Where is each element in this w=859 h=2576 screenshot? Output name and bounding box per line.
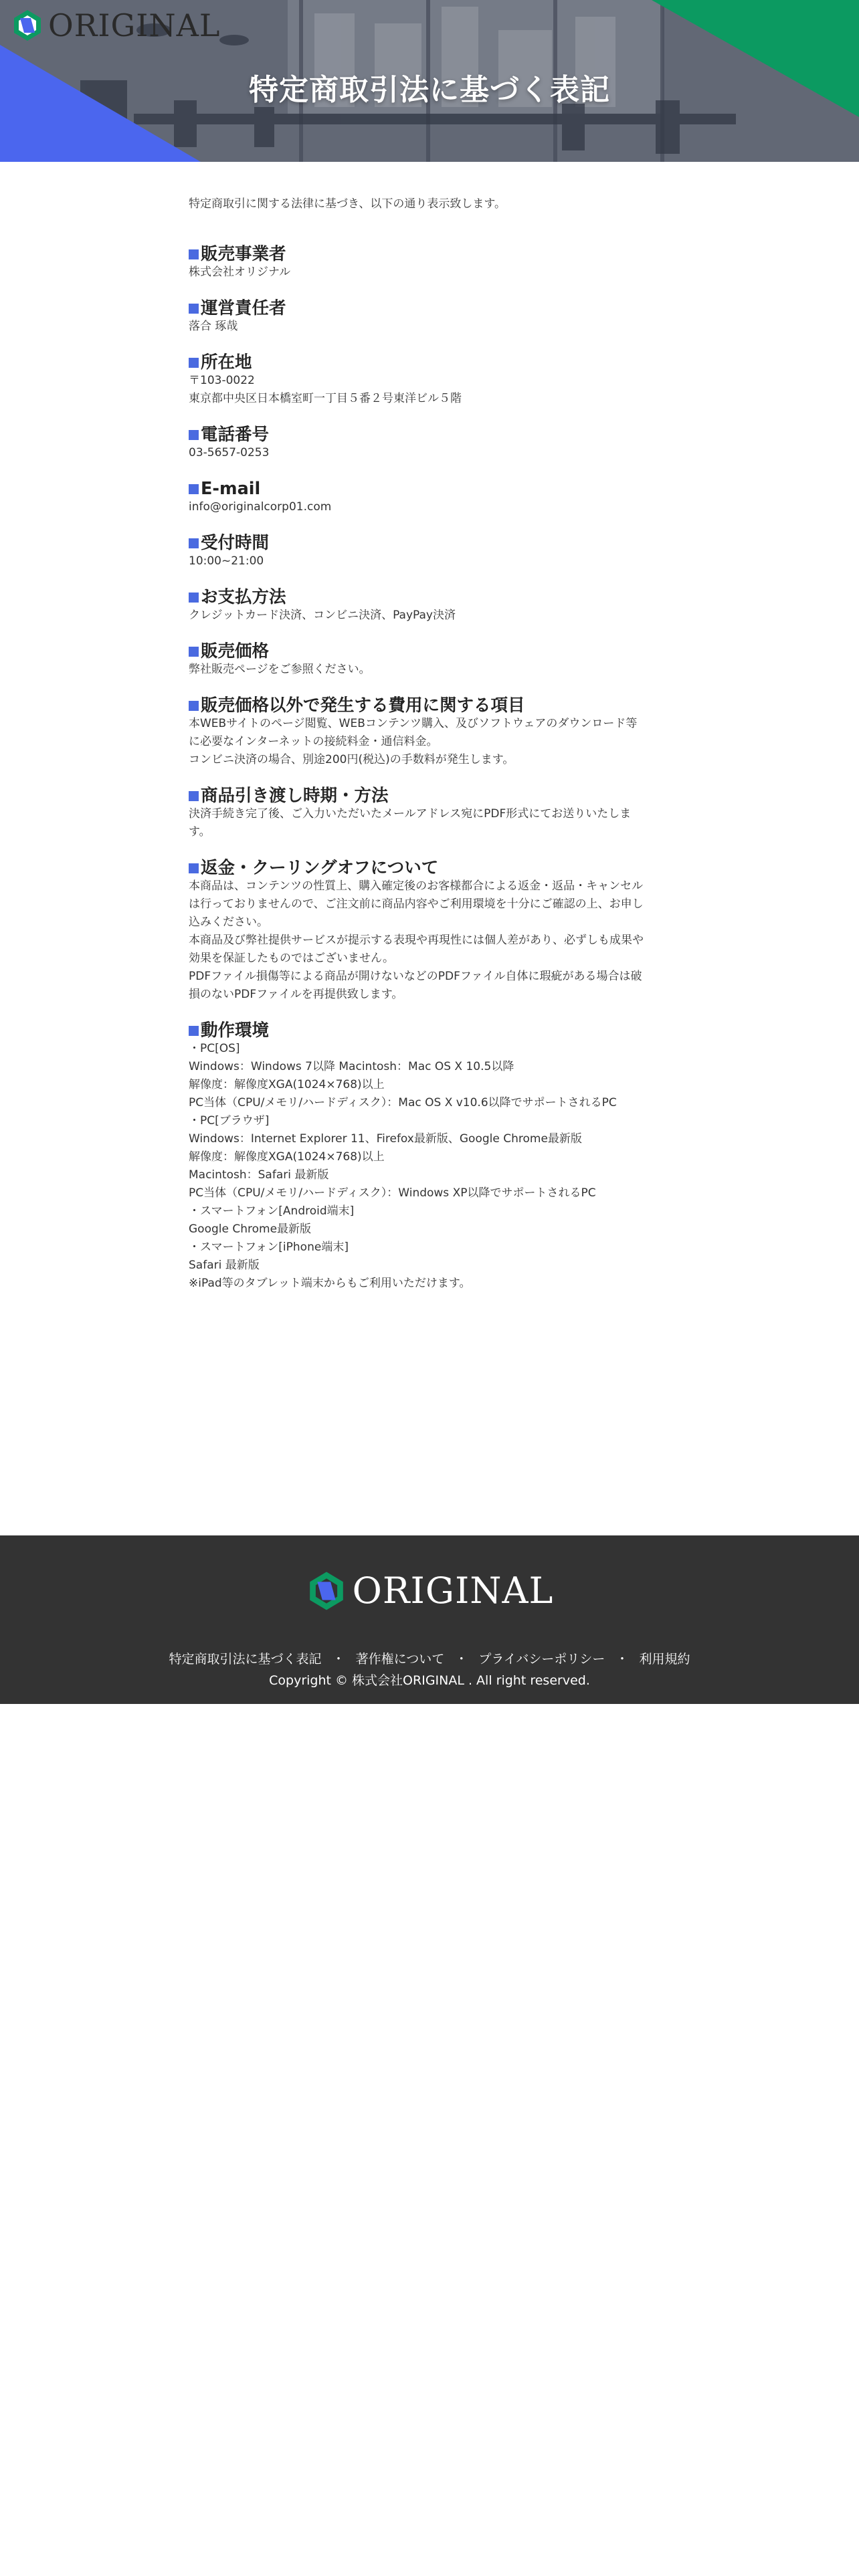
section-body-line: に必要なインターネットの接続料金・通信料金。 (189, 735, 438, 748)
footer-separator: ・ (332, 1652, 345, 1667)
legal-notice-content (189, 195, 670, 1311)
notice-section (189, 534, 670, 570)
section-body-line: 解像度：解像度XGA(1024×768)以上 (189, 1078, 385, 1091)
header-logo-text: ORIGINAL (48, 7, 221, 43)
square-bullet-icon (189, 647, 199, 657)
section-body-line: Macintosh：Safari 最新版 (189, 1168, 329, 1182)
section-heading-text: E-mail (201, 479, 261, 499)
section-body-line: 03-5657-0253 (189, 446, 270, 459)
section-body-line: PC当体（CPU/メモリ/ハードディスク）：Windows XP以降でサポートされるPC (189, 1186, 596, 1200)
section-heading (189, 643, 670, 661)
section-body-line: info@originalcorp01.com (189, 500, 332, 514)
hero-banner (0, 0, 859, 162)
section-heading (189, 588, 670, 607)
square-bullet-icon (189, 701, 199, 711)
section-heading-text: 販売価格以外で発生する費用に関する項目 (201, 695, 525, 716)
section-body-line: PC当体（CPU/メモリ/ハードディスク）：Mac OS X v10.6以降でサポートされるPC (189, 1096, 617, 1109)
notice-section (189, 300, 670, 336)
section-body-line: ※iPad等のタブレット端末からもご利用いただけます。 (189, 1277, 471, 1290)
footer-link-copyright[interactable]: 著作権について (355, 1652, 445, 1667)
section-heading-text: 商品引き渡し時期・方法 (201, 786, 389, 806)
notice-section (189, 354, 670, 408)
notice-section (189, 245, 670, 282)
notice-section (189, 859, 670, 1004)
square-bullet-icon (189, 358, 199, 368)
intro-text: 特定商取引に関する法律に基づき、以下の通り表示致します。 (189, 197, 506, 211)
section-body-line: ・PC[OS] (189, 1042, 240, 1055)
section-body-line: 弊社販売ページをご参照ください。 (189, 663, 371, 676)
site-footer (0, 1535, 859, 1704)
section-body-line: は行っておりませんので、ご注文前に商品内容やご利用環境を十分にご確認の上、お申し (189, 897, 644, 911)
logo-mark-icon (11, 9, 44, 42)
section-heading-text: 販売価格 (201, 641, 270, 661)
section-heading (189, 787, 670, 805)
section-body-line: ・スマートフォン[iPhone端末] (189, 1241, 349, 1254)
section-body-line: 株式会社オリジナル (189, 265, 291, 279)
footer-separator: ・ (455, 1652, 468, 1667)
section-body-line: Google Chrome最新版 (189, 1222, 312, 1236)
notice-section (189, 1022, 670, 1293)
square-bullet-icon (189, 249, 199, 259)
copyright-text: Copyright © 株式会社ORIGINAL . All right reserved. (269, 1673, 590, 1688)
square-bullet-icon (189, 863, 199, 873)
section-heading-text: 販売事業者 (201, 244, 286, 264)
section-body-line: Safari 最新版 (189, 1259, 260, 1272)
section-heading (189, 534, 670, 552)
square-bullet-icon (189, 430, 199, 440)
section-body-line: 解像度：解像度XGA(1024×768)以上 (189, 1150, 385, 1164)
section-heading-text: お支払方法 (201, 587, 286, 607)
section-body-line: PDFファイル損傷等による商品が開けないなどのPDFファイル自体に瑕疵がある場合は破 (189, 970, 642, 983)
section-heading (189, 1022, 670, 1040)
section-body-line: す。 (189, 825, 211, 839)
footer-logo-text: ORIGINAL (352, 1570, 554, 1612)
header-logo[interactable] (11, 8, 220, 43)
section-heading-text: 電話番号 (201, 425, 270, 445)
square-bullet-icon (189, 791, 199, 801)
section-heading-text: 受付時間 (201, 533, 270, 553)
section-body-line: 東京都中央区日本橋室町一丁目５番２号東洋ビル５階 (189, 392, 462, 405)
footer-link-tokushoho[interactable]: 特定商取引法に基づく表記 (169, 1652, 322, 1667)
section-body-line: ・PC[ブラウザ] (189, 1114, 270, 1128)
section-body-line: 損のないPDFファイルを再提供致します。 (189, 988, 403, 1001)
section-body-line: ・スマートフォン[Android端末] (189, 1204, 355, 1218)
section-body-line: 10:00~21:00 (189, 554, 264, 568)
footer-logo-mark-icon (306, 1570, 347, 1612)
section-heading (189, 245, 670, 263)
section-heading-text: 運営責任者 (201, 298, 286, 318)
section-body-line: クレジットカード決済、コンビニ決済、PayPay決済 (189, 609, 456, 622)
notice-section (189, 787, 670, 841)
section-body-line: 〒103-0022 (189, 374, 255, 387)
section-heading (189, 354, 670, 372)
footer-link-privacy[interactable]: プライバシーポリシー (478, 1652, 605, 1667)
section-heading-text: 返金・クーリングオフについて (201, 858, 439, 878)
footer-link-terms[interactable]: 利用規約 (639, 1652, 690, 1667)
notice-sections (189, 245, 670, 1293)
section-heading (189, 300, 670, 318)
section-heading (189, 480, 670, 498)
section-body-line: 決済手続き完了後、ご入力いただいたメールアドレス宛にPDF形式にてお送りいたしま (189, 807, 632, 821)
footer-separator: ・ (615, 1652, 629, 1667)
notice-section (189, 588, 670, 625)
section-body-line: Windows：Windows 7以降 Macintosh：Mac OS X 10.5以降 (189, 1060, 514, 1073)
section-body-line: 本WEBサイトのページ閲覧、WEBコンテンツ購入、及びソフトウェアのダウンロード等 (189, 717, 638, 730)
section-body-line: 込みください。 (189, 916, 268, 929)
section-heading (189, 426, 670, 444)
page-title: 特定商取引法に基づく表記 (249, 73, 610, 107)
section-body-line: Windows：Internet Explorer 11、Firefox最新版、Google Chrome最新版 (189, 1132, 582, 1146)
section-body-line: 効果を保証したものではございません。 (189, 952, 395, 965)
section-heading-text: 動作環境 (201, 1021, 270, 1041)
notice-section (189, 697, 670, 769)
square-bullet-icon (189, 304, 199, 314)
section-body-line: コンビニ決済の場合、別途200円(税込)の手数料が発生します。 (189, 753, 514, 766)
footer-logo[interactable] (0, 1570, 859, 1612)
notice-section (189, 426, 670, 462)
section-body-line: 本商品は、コンテンツの性質上、購入確定後のお客様都合による返金・返品・キャンセル (189, 879, 644, 893)
square-bullet-icon (189, 484, 199, 494)
notice-section (189, 480, 670, 516)
section-body-line: 落合 琢哉 (189, 320, 238, 333)
notice-section (189, 643, 670, 679)
section-body-line: 本商品及び弊社提供サービスが提示する表現や再現性には個人差があり、必ずしも成果や (189, 934, 644, 947)
footer-nav (0, 1649, 859, 1667)
square-bullet-icon (189, 1026, 199, 1036)
square-bullet-icon (189, 538, 199, 548)
section-heading-text: 所在地 (201, 352, 252, 372)
square-bullet-icon (189, 593, 199, 603)
section-heading (189, 859, 670, 877)
section-heading (189, 697, 670, 715)
